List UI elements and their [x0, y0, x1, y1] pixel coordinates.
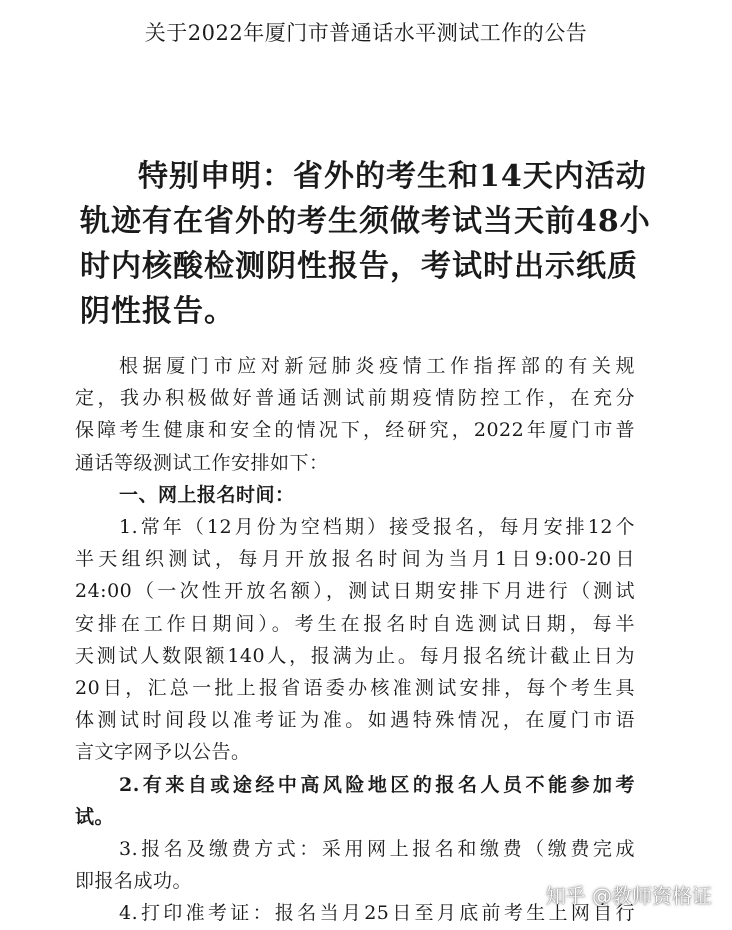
item2-line: 试。	[75, 805, 115, 828]
intro-line: 保障考生健康和安全的情况下，经研究，2022年厦门市普	[75, 419, 635, 442]
intro-line: 根据厦门市应对新冠肺炎疫情工作指挥部的有关规	[119, 355, 635, 377]
special-notice	[80, 154, 651, 334]
intro-line: 通话等级测试工作安排如下：	[75, 451, 329, 474]
notice-line: 时内核酸检测阴性报告，考试时出示纸质	[80, 249, 638, 284]
item3-line: 3.报名及缴费方式：采用网上报名和缴费（缴费完成	[119, 838, 635, 861]
item1-line: 天测试人数限额140人，报满为止。每月报名统计截止日为	[75, 644, 635, 667]
zhihu-watermark: 知乎 @教师资格证	[545, 884, 712, 908]
section-heading: 一、网上报名时间：	[119, 483, 295, 506]
item1-line: 体测试时间段以准考证为准。如遇特殊情况，在厦门市语	[75, 709, 635, 732]
document-title: 关于2022年厦门市普通话水平测试工作的公告	[144, 21, 588, 45]
notice-line: 特别申明：省外的考生和14天内活动	[138, 159, 647, 194]
item1-line: 言文字网予以公告。	[75, 741, 251, 764]
item3-line: 即报名成功。	[75, 870, 193, 893]
item1-line: 安排在工作日期间）。考生在报名时自选测试日期，每半	[75, 612, 635, 635]
notice-line: 轨迹有在省外的考生须做考试当天前48小	[80, 204, 651, 239]
item1-line: 半天组织测试，每月开放报名时间为当月1日9:00-20日	[75, 548, 635, 571]
item2-line: 2.有来自或途经中高风险地区的报名人员不能参加考	[119, 773, 635, 796]
item4-line: 4.打印准考证：报名当月25日至月底前考生上网自行	[119, 902, 635, 925]
item1-line: 1.常年（12月份为空档期）接受报名，每月安排12个	[119, 516, 635, 539]
document-body	[75, 350, 635, 930]
item1-line: 24:00（一次性开放名额），测试日期安排下月进行（测试	[75, 580, 635, 603]
item1-line: 20日，汇总一批上报省语委办核准测试安排，每个考生具	[75, 677, 635, 700]
notice-line: 阴性报告。	[80, 294, 235, 329]
intro-line: 定，我办积极做好普通话测试前期疫情防控工作，在充分	[75, 387, 635, 410]
